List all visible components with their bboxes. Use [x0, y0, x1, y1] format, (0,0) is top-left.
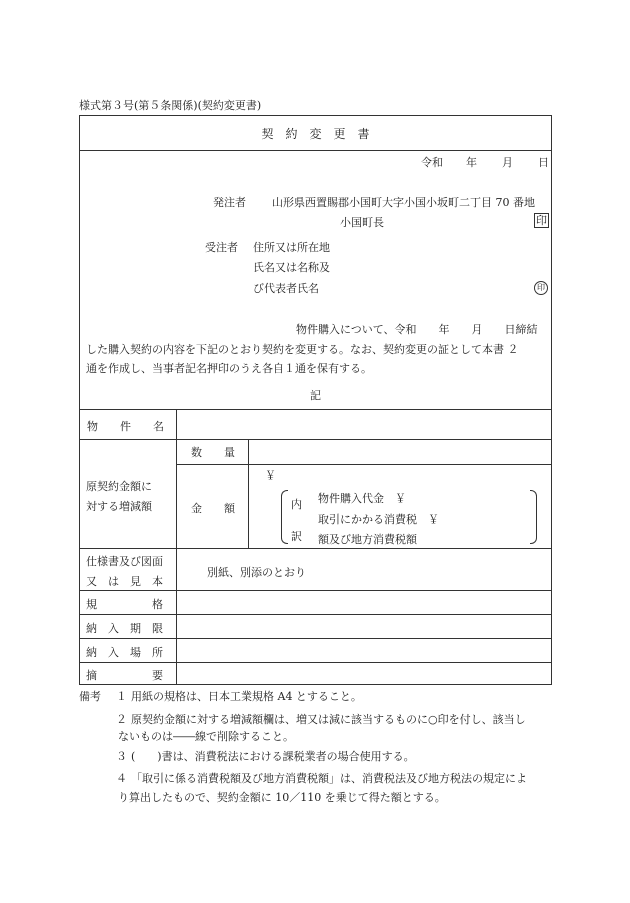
- body-line-1: 物件購入について、令和 年 月 日締結: [296, 323, 538, 336]
- row-divider: [79, 548, 552, 549]
- left-brace-icon: [281, 490, 288, 544]
- form-title: 契 約 変 更 書: [261, 127, 370, 141]
- orderer-seal-icon: 印: [536, 214, 547, 227]
- note-4-text-b: り算出したもので、契約金額に 10／110 を乗じて得た額とする。: [118, 791, 446, 804]
- note-3-text: ( )書は、消費税法における課税業者の場合使用する。: [131, 750, 415, 763]
- spec-label-2: 又 は 見 本: [86, 575, 163, 588]
- quantity-label: 数 量: [191, 446, 235, 459]
- row-divider: [79, 590, 552, 591]
- row-divider: [79, 638, 552, 639]
- contractor-name-label-2: び代表者氏名: [253, 282, 319, 295]
- note-2-text-b: ないものは――線で削除すること。: [118, 730, 294, 743]
- right-brace-icon: [530, 490, 537, 544]
- ki-label: 記: [310, 389, 321, 402]
- date-month: 月: [502, 156, 513, 169]
- divider: [79, 150, 552, 151]
- form-label: 様式第３号(第５条関係)(契約変更書): [79, 99, 262, 112]
- inner-col-divider: [248, 439, 249, 548]
- row-divider: [79, 439, 552, 440]
- date-era: 令和: [421, 156, 443, 169]
- note-1-number: １: [116, 690, 127, 703]
- note-3-number: ３: [116, 750, 127, 763]
- standard-label: 規 格: [86, 598, 163, 611]
- contractor-address-label: 住所又は所在地: [253, 241, 330, 254]
- date-day: 日: [538, 156, 549, 169]
- breakdown-label-1: 内: [291, 498, 302, 511]
- contractor-name-label-1: 氏名又は名称及: [253, 261, 330, 274]
- change-amount-label-1: 原契約金額に: [86, 480, 152, 493]
- consumption-tax-label: 取引にかかる消費税 ￥: [318, 513, 439, 526]
- item-name-label: 物 件 名: [87, 420, 164, 433]
- local-tax-label: 額及び地方消費税額: [318, 533, 417, 546]
- body-line-3: 通を作成し、当事者記名押印のうえ各自１通を保有する。: [86, 362, 372, 375]
- note-4-text-a: 「取引に係る消費税額及び地方消費税額」は、消費税法及び地方税法の規定によ: [131, 772, 527, 785]
- note-2-number: ２: [116, 713, 127, 726]
- row-divider: [79, 662, 552, 663]
- date-year: 年: [466, 156, 477, 169]
- breakdown-label-2: 訳: [291, 530, 302, 543]
- change-amount-label-2: 対する増減額: [86, 500, 152, 513]
- amount-label: 金 額: [191, 502, 235, 515]
- spec-value: 別紙、別添のとおり: [207, 566, 306, 579]
- body-line-2: した購入契約の内容を下記のとおり契約を変更する。なお、契約変更の証として本書 ２: [86, 343, 519, 356]
- purchase-price-label: 物件購入代金 ￥: [318, 492, 406, 505]
- yen-mark: ￥: [265, 469, 276, 482]
- spec-label-1: 仕様書及び図面: [86, 555, 163, 568]
- delivery-place-label: 納 入 場 所: [86, 646, 163, 659]
- note-1-text: 用紙の規格は、日本工業規格 A4 とすること。: [131, 690, 362, 703]
- table-col-divider: [176, 409, 177, 685]
- orderer-label: 発注者: [213, 196, 246, 209]
- row-divider: [79, 614, 552, 615]
- contractor-seal-icon: 印: [534, 281, 548, 295]
- notes-heading: 備考: [79, 690, 101, 703]
- orderer-name: 小国町長: [340, 216, 384, 229]
- orderer-address: 山形県西置賜郡小国町大字小国小坂町二丁目 70 番地: [272, 196, 535, 209]
- table-top: [79, 409, 552, 410]
- row-divider: [176, 464, 552, 465]
- delivery-period-label: 納 入 期 限: [86, 622, 163, 635]
- note-4-number: ４: [116, 772, 127, 785]
- summary-label: 摘 要: [86, 669, 163, 682]
- note-2-text-a: 原契約金額に対する増減額欄は、増又は減に該当するものに○印を付し、該当し: [131, 713, 526, 726]
- contractor-label: 受注者: [205, 241, 238, 254]
